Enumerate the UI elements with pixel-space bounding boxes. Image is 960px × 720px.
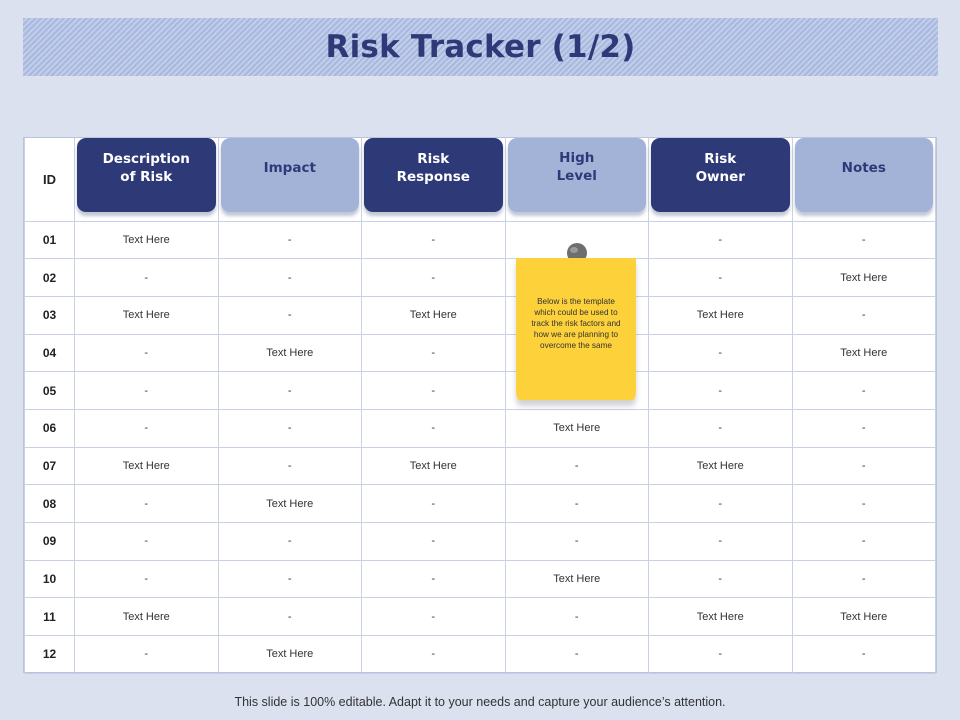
cell-impact: Text Here xyxy=(218,485,362,523)
table-row xyxy=(25,447,936,485)
cell-owner: - xyxy=(649,259,793,297)
cell-description: Text Here xyxy=(75,447,219,485)
cell-response: Text Here xyxy=(362,296,506,334)
cell-notes: - xyxy=(792,372,936,410)
risk-tracker-table xyxy=(24,138,936,674)
cell-impact: - xyxy=(218,221,362,259)
row-id-cell: 06 xyxy=(25,409,75,447)
cell-notes: - xyxy=(792,560,936,598)
table-row xyxy=(25,485,936,523)
cell-owner: Text Here xyxy=(649,598,793,636)
cell-notes: - xyxy=(792,485,936,523)
row-id-cell: 09 xyxy=(25,523,75,561)
cell-response: Text Here xyxy=(362,447,506,485)
cell-owner: - xyxy=(649,636,793,674)
cell-notes: - xyxy=(792,447,936,485)
cell-notes: - xyxy=(792,523,936,561)
cell-owner: - xyxy=(649,334,793,372)
cell-response: - xyxy=(362,334,506,372)
cell-impact: - xyxy=(218,560,362,598)
table-row xyxy=(25,334,936,372)
cell-impact: - xyxy=(218,372,362,410)
header-impact xyxy=(218,138,362,221)
cell-notes: Text Here xyxy=(792,259,936,297)
cell-impact: - xyxy=(218,523,362,561)
cell-response: - xyxy=(362,485,506,523)
header-description-line1: Description xyxy=(102,151,190,167)
cell-owner: - xyxy=(649,485,793,523)
table-row xyxy=(25,296,936,334)
cell-description: - xyxy=(75,523,219,561)
table-row xyxy=(25,560,936,598)
cell-high-level: - xyxy=(505,485,649,523)
header-response-line2: Response xyxy=(396,169,470,185)
cell-description: - xyxy=(75,372,219,410)
cell-owner: - xyxy=(649,409,793,447)
header-response xyxy=(362,138,506,221)
header-high-level-line2: Level xyxy=(556,168,597,184)
cell-notes: - xyxy=(792,296,936,334)
cell-owner: Text Here xyxy=(649,447,793,485)
cell-response: - xyxy=(362,598,506,636)
cell-response: - xyxy=(362,560,506,598)
table-row xyxy=(25,221,936,259)
cell-high-level: - xyxy=(505,523,649,561)
cell-owner: - xyxy=(649,560,793,598)
cell-description: - xyxy=(75,334,219,372)
sticky-note: Below is the template which could be used to track the risk factors and how we are planning to overcome the same xyxy=(516,258,636,400)
row-id-cell: 01 xyxy=(25,221,75,259)
row-id-cell: 07 xyxy=(25,447,75,485)
cell-response: - xyxy=(362,372,506,410)
cell-high-level: - xyxy=(505,636,649,674)
cell-response: - xyxy=(362,259,506,297)
header-notes-label: Notes xyxy=(841,160,886,176)
header-id: ID xyxy=(25,138,75,221)
cell-description: Text Here xyxy=(75,296,219,334)
cell-owner: Text Here xyxy=(649,296,793,334)
cell-high-level: Text Here xyxy=(505,560,649,598)
cell-impact: - xyxy=(218,296,362,334)
risk-table-container xyxy=(23,137,937,673)
header-high-level xyxy=(505,138,649,221)
row-id-cell: 02 xyxy=(25,259,75,297)
table-row xyxy=(25,523,936,561)
cell-impact: Text Here xyxy=(218,636,362,674)
table-row xyxy=(25,636,936,674)
header-notes xyxy=(792,138,936,221)
cell-owner: - xyxy=(649,523,793,561)
table-row xyxy=(25,598,936,636)
cell-impact: - xyxy=(218,598,362,636)
cell-impact: - xyxy=(218,259,362,297)
cell-description: Text Here xyxy=(75,221,219,259)
row-id-cell: 12 xyxy=(25,636,75,674)
row-id-cell: 08 xyxy=(25,485,75,523)
header-description-line2: of Risk xyxy=(120,169,173,185)
row-id-cell: 04 xyxy=(25,334,75,372)
cell-description: - xyxy=(75,259,219,297)
cell-impact: Text Here xyxy=(218,334,362,372)
cell-high-level: Text Here xyxy=(505,409,649,447)
header-impact-label: Impact xyxy=(263,160,316,176)
cell-response: - xyxy=(362,221,506,259)
footer-text: This slide is 100% editable. Adapt it to your needs and capture your audience’s attention. xyxy=(234,695,726,709)
header-owner-line2: Owner xyxy=(695,169,745,185)
table-row xyxy=(25,259,936,297)
cell-description: Text Here xyxy=(75,598,219,636)
header-owner xyxy=(649,138,793,221)
row-id-cell: 05 xyxy=(25,372,75,410)
cell-response: - xyxy=(362,523,506,561)
table-header-row xyxy=(25,138,936,221)
cell-owner: - xyxy=(649,372,793,410)
row-id-cell: 03 xyxy=(25,296,75,334)
cell-description: - xyxy=(75,485,219,523)
cell-description: - xyxy=(75,560,219,598)
table-row xyxy=(25,409,936,447)
header-response-line1: Risk xyxy=(417,151,450,167)
row-id-cell: 11 xyxy=(25,598,75,636)
cell-description: - xyxy=(75,409,219,447)
cell-notes: - xyxy=(792,636,936,674)
cell-response: - xyxy=(362,636,506,674)
cell-high-level: - xyxy=(505,447,649,485)
row-id-cell: 10 xyxy=(25,560,75,598)
header-description xyxy=(75,138,219,221)
cell-impact: - xyxy=(218,447,362,485)
cell-high-level: - xyxy=(505,598,649,636)
table-row xyxy=(25,372,936,410)
cell-impact: - xyxy=(218,409,362,447)
cell-owner: - xyxy=(649,221,793,259)
cell-notes: Text Here xyxy=(792,334,936,372)
header-high-level-line1: High xyxy=(559,150,595,166)
page-title: Risk Tracker (1/2) xyxy=(325,29,636,65)
cell-notes: Text Here xyxy=(792,598,936,636)
header-owner-line1: Risk xyxy=(704,151,737,167)
cell-notes: - xyxy=(792,409,936,447)
cell-notes: - xyxy=(792,221,936,259)
cell-response: - xyxy=(362,409,506,447)
cell-description: - xyxy=(75,636,219,674)
table-body xyxy=(25,221,936,673)
title-banner xyxy=(23,18,938,76)
